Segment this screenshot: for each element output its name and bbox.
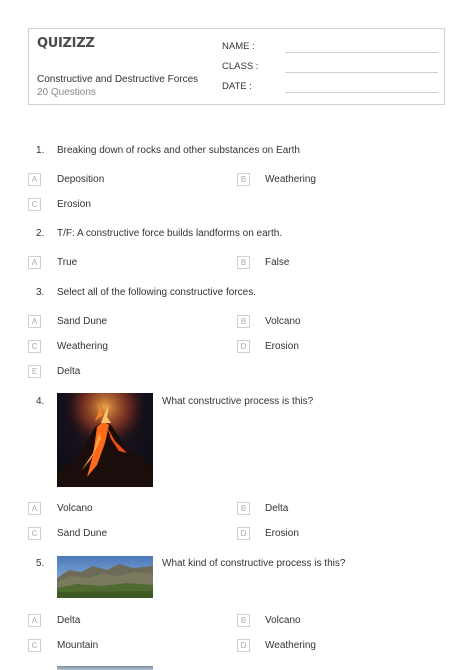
question-text: What constructive process is this? [162,396,314,407]
option-letter-box[interactable]: C [28,639,41,652]
option-text: Delta [57,366,81,377]
option-text: Weathering [265,174,316,185]
option-text: Mountain [57,640,99,651]
option-letter-box[interactable]: B [237,614,250,627]
option-text: Deposition [57,174,105,185]
date-label: DATE : [222,81,252,92]
date-field[interactable] [285,92,438,93]
option-letter-box[interactable]: A [28,315,41,328]
option-letter-box[interactable]: D [237,639,250,652]
volcano-image [57,393,153,487]
option-text: Sand Dune [57,316,108,327]
worksheet-title: Constructive and Destructive Forces [37,74,199,85]
question-text: What kind of constructive process is this? [162,558,346,569]
question-text: T/F: A constructive force builds landforms on earth. [57,228,283,239]
option-letter-box[interactable]: B [237,502,250,515]
question-text: Select all of the following constructive forces. [57,287,256,298]
option-letter-box[interactable]: B [237,256,250,269]
option-letter-box[interactable]: B [237,173,250,186]
question-count: 20 Questions [37,87,96,98]
mountain-image [57,556,153,598]
volcano-illustration [57,393,153,487]
option-text: False [265,257,290,268]
option-text: Sand Dune [57,528,108,539]
question-text: Breaking down of rocks and other substances on Earth [57,145,300,156]
option-text: Erosion [265,341,299,352]
option-text: Delta [265,503,289,514]
question-number: 5. [36,558,45,569]
class-field[interactable] [285,72,438,73]
option-text: Weathering [57,341,108,352]
option-letter-box[interactable]: C [28,527,41,540]
question-number: 1. [36,145,45,156]
option-text: Erosion [57,199,91,210]
question-number: 4. [36,396,45,407]
option-letter-box[interactable]: A [28,256,41,269]
option-text: Weathering [265,640,316,651]
option-text: Erosion [265,528,299,539]
name-label: NAME : [222,41,255,52]
option-text: Volcano [265,316,301,327]
option-letter-box[interactable]: E [28,365,41,378]
option-letter-box[interactable]: C [28,198,41,211]
option-letter-box[interactable]: D [237,527,250,540]
option-letter-box[interactable]: D [237,340,250,353]
option-letter-box[interactable]: A [28,614,41,627]
option-letter-box[interactable]: A [28,502,41,515]
mountain-illustration [57,556,153,598]
option-letter-box[interactable]: B [237,315,250,328]
option-letter-box[interactable]: A [28,173,41,186]
next-question-image [57,666,153,670]
option-text: Delta [57,615,81,626]
name-field[interactable] [285,52,438,53]
option-text: Volcano [265,615,301,626]
quizizz-logo: QUIZIZZ [37,36,95,51]
question-number: 3. [36,287,45,298]
option-text: True [57,257,78,268]
class-label: CLASS : [222,61,259,72]
option-letter-box[interactable]: C [28,340,41,353]
question-number: 2. [36,228,45,239]
option-text: Volcano [57,503,93,514]
